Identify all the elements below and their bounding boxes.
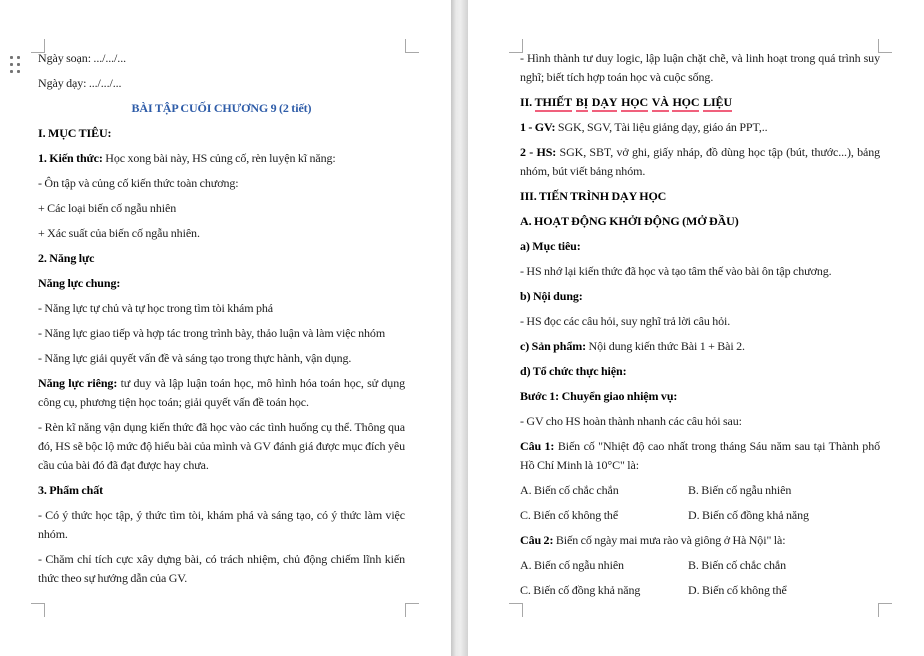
drag-handle-icon[interactable] [10, 56, 20, 73]
drag-handle-dot [10, 56, 13, 59]
page-2-text-area[interactable] [468, 0, 880, 600]
drag-handle-dot [17, 56, 20, 59]
crop-mark [31, 603, 45, 617]
option-d: D. Biến cố đồng khả năng [688, 508, 809, 522]
heading-pham-chat [38, 481, 405, 500]
bold-run: 1. Kiến thức: [38, 151, 103, 165]
text-run: tư duy và lập luận toán học, mô hình hóa toán học, sử dụng công cụ, phương tiện học toán; giải quyết vấn đề toán học. [38, 376, 405, 409]
heading-tien-trinh [520, 187, 880, 206]
text-run: - Hình thành tư duy logic, lập luận chặt chẽ, và linh hoạt trong quá trình suy nghĩ; biết tích hợp toán học và cuộc sống. [520, 51, 880, 84]
paragraph-ren-ki-nang [38, 418, 405, 475]
text-run: SGK, SGV, Tài liệu giảng dạy, giáo án PPT,.. [555, 120, 768, 134]
heading-muc-tieu-a [520, 237, 880, 256]
heading-text: Năng lực chung: [38, 276, 121, 290]
heading-hoat-dong [520, 212, 880, 231]
heading-to-chuc [520, 362, 880, 381]
heading-text: I. MỤC TIÊU: [38, 126, 112, 140]
bold-run: Câu 2: [520, 533, 554, 547]
option-c: C. Biến cố đồng khả năng [520, 583, 641, 597]
text-run: Nội dung kiến thức Bài 1 + Bài 2. [586, 339, 745, 353]
paragraph-nl-giao-tiep [38, 324, 405, 343]
paragraph-kien-thuc [38, 149, 405, 168]
heading-text: d) Tổ chức thực hiện: [520, 364, 627, 378]
text-run: - Rèn kĩ năng vận dụng kiến thức đã học vào các tình huống cụ thể. Thông qua đó, HS sẽ bộc lộ mức độ hiểu bài của mình và GV đánh giá được mục đích yêu cầu của bài đó đã đạt được hay chưa. [38, 420, 405, 472]
heading-text: b) Nội dung: [520, 289, 583, 303]
paragraph-hinh-thanh [520, 49, 880, 87]
drag-handle-dot [17, 63, 20, 66]
heading-text: a) Mục tiêu: [520, 239, 581, 253]
crop-mark [31, 39, 45, 53]
text-run: - Ôn tập và củng cố kiến thức toàn chương: [38, 176, 239, 190]
underlined-word: LIỆU [703, 95, 732, 112]
title-text: BÀI TẬP CUỐI CHƯƠNG 9 (2 tiết) [131, 101, 312, 115]
bold-run: c) Sản phẩm: [520, 339, 587, 353]
paragraph-gv-cho-hs [520, 412, 880, 431]
underlined-word: HỌC [672, 95, 699, 112]
paragraph-cau-2 [520, 531, 880, 550]
cau2-options-row-1 [520, 556, 880, 575]
text-run: Biến cố ngày mai mưa rào và giông ở Hà Nội" là: [553, 533, 786, 547]
option-b: B. Biến cố ngẫu nhiên [688, 483, 792, 497]
paragraph-cac-loai [38, 199, 405, 218]
paragraph-co-y-thuc [38, 506, 405, 544]
page-1-text-area[interactable] [0, 0, 405, 588]
paragraph-hs-doc [520, 312, 880, 331]
text-run: - GV cho HS hoàn thành nhanh các câu hỏi sau: [520, 414, 742, 428]
underlined-word: THIẾT [535, 95, 573, 112]
heading-muc-tieu [38, 124, 405, 143]
text-run: + Các loại biến cố ngẫu nhiên [38, 201, 177, 215]
paragraph-nl-tu-chu [38, 299, 405, 318]
paragraph-cau-1 [520, 437, 880, 475]
paragraph-hs-nho-lai [520, 262, 880, 281]
heading-text: A. HOẠT ĐỘNG KHỞI ĐỘNG (MỞ ĐẦU) [520, 214, 739, 228]
cau1-options-row-1 [520, 481, 880, 500]
crop-mark [405, 39, 419, 53]
heading-prefix: II. [520, 95, 533, 109]
paragraph-nl-giai-quyet [38, 349, 405, 368]
paragraph-ngay-soan [38, 49, 405, 68]
heading-text: III. TIẾN TRÌNH DẠY HỌC [520, 189, 667, 203]
text-run: - Năng lực giải quyết vấn đề và sáng tạo trong thực hành, vận dụng. [38, 351, 352, 365]
cau2-options-row-2 [520, 581, 880, 600]
paragraph-cham-chi [38, 550, 405, 588]
drag-handle-dot [10, 63, 13, 66]
crop-mark [878, 39, 892, 53]
bold-run: Năng lực riêng: [38, 376, 118, 390]
heading-buoc-1 [520, 387, 880, 406]
option-d: D. Biến cố không thể [688, 583, 787, 597]
document-title [38, 99, 405, 118]
cau1-options-row-2 [520, 506, 880, 525]
heading-thiet-bi [520, 93, 880, 112]
bold-run: 2 - HS: [520, 145, 557, 159]
underlined-word: DẠY [592, 95, 618, 112]
option-b: B. Biến cố chắc chắn [688, 558, 787, 572]
text-run: Học xong bài này, HS củng cố, rèn luyện kĩ năng: [102, 151, 336, 165]
underlined-word: BỊ [576, 95, 588, 112]
option-a: A. Biến cố chắc chắn [520, 483, 619, 497]
text-run: + Xác suất của biến cố ngẫu nhiên. [38, 226, 200, 240]
text-run: - Năng lực giao tiếp và hợp tác trong trình bày, thảo luận và làm việc nhóm [38, 326, 386, 340]
text-run: Ngày dạy: .../.../... [38, 76, 122, 90]
text-run: - Chăm chỉ tích cực xây dựng bài, có trách nhiệm, chủ động chiếm lĩnh kiến thức theo sự hướng dẫn của GV. [38, 552, 405, 585]
paragraph-san-pham [520, 337, 880, 356]
crop-mark [878, 603, 892, 617]
page-1[interactable] [0, 0, 452, 656]
heading-noi-dung [520, 287, 880, 306]
text-run: Biến cố "Nhiệt độ cao nhất trong tháng Sáu năm sau tại Thành phố Hồ Chí Minh là 10°C" là: [520, 439, 880, 472]
bold-run: Câu 1: [520, 439, 555, 453]
paragraph-gv [520, 118, 880, 137]
page-2[interactable] [468, 0, 924, 656]
heading-text: 3. Phẩm chất [38, 483, 103, 497]
paragraph-nl-rieng [38, 374, 405, 412]
crop-mark [509, 39, 523, 53]
crop-mark [509, 603, 523, 617]
paragraph-hs [520, 143, 880, 181]
paragraph-on-tap [38, 174, 405, 193]
drag-handle-dot [10, 70, 13, 73]
bold-run: 1 - GV: [520, 120, 556, 134]
heading-text: Bước 1: Chuyển giao nhiệm vụ: [520, 389, 678, 403]
drag-handle-dot [17, 70, 20, 73]
paragraph-xac-suat [38, 224, 405, 243]
heading-nang-luc [38, 249, 405, 268]
text-run: Ngày soạn: .../.../... [38, 51, 126, 65]
text-run: - Có ý thức học tập, ý thức tìm tòi, khám phá và sáng tạo, có ý thức làm việc nhóm. [38, 508, 405, 541]
text-run: - HS nhớ lại kiến thức đã học và tạo tâm thế vào bài ôn tập chương. [520, 264, 832, 278]
text-run: - HS đọc các câu hỏi, suy nghĩ trả lời câu hỏi. [520, 314, 731, 328]
heading-nang-luc-chung [38, 274, 405, 293]
underlined-word: HỌC [621, 95, 648, 112]
paragraph-ngay-day [38, 74, 405, 93]
underlined-word: VÀ [652, 95, 669, 112]
text-run: - Năng lực tự chủ và tự học trong tìm tòi khám phá [38, 301, 273, 315]
option-a: A. Biến cố ngẫu nhiên [520, 558, 624, 572]
page-gap [451, 0, 468, 656]
crop-mark [405, 603, 419, 617]
text-run: SGK, SBT, vở ghi, giấy nháp, đồ dùng học tập (bút, thước...), bảng nhóm, bút viết bảng nhóm. [520, 145, 880, 178]
heading-text: 2. Năng lực [38, 251, 95, 265]
option-c: C. Biến cố không thể [520, 508, 619, 522]
